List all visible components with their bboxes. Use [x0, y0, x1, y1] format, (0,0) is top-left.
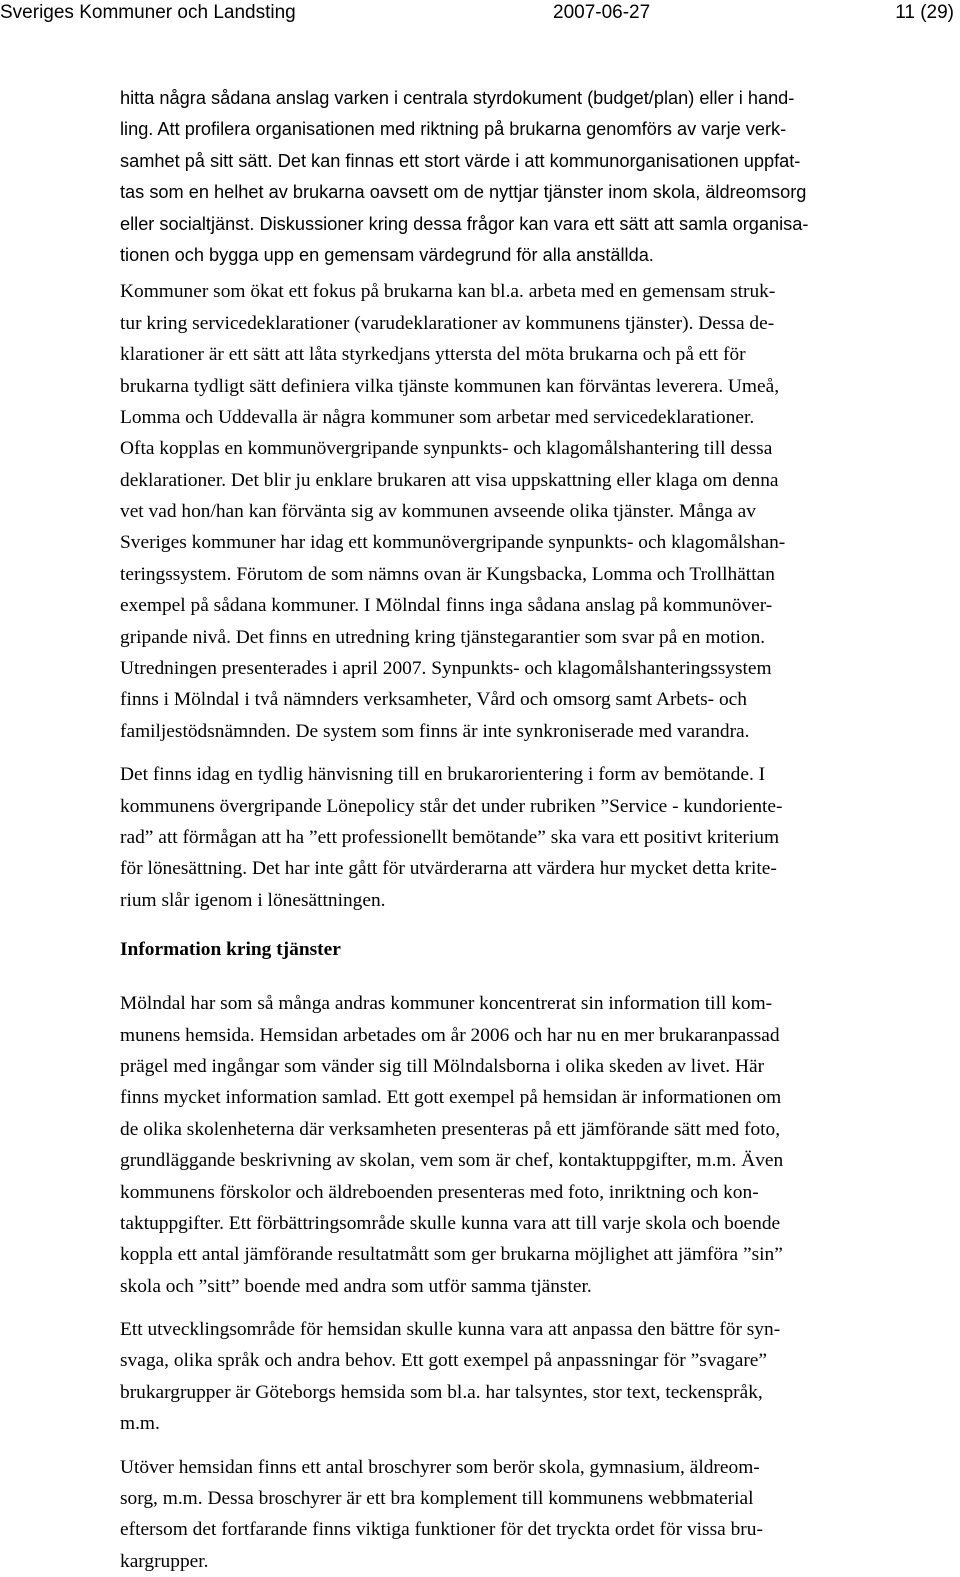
text-line: de olika skolenheterna där verksamheten presenteras på ett jämförande sätt med foto, [120, 1118, 781, 1140]
paragraph-1 [120, 83, 902, 271]
text-line: brukargrupper är Göteborgs hemsida som bl.a. har talsyntes, stor text, teckenspråk, [120, 1381, 763, 1403]
text-line: Ofta kopplas en kommunövergripande synpunkts- och klagomålshantering till dessa [120, 438, 773, 460]
text-line: familjestödsnämnden. De system som finns är inte synkroniserade med varandra. [120, 720, 750, 742]
text-line: munens hemsida. Hemsidan arbetades om år 2006 och har nu en mer brukaranpassad [120, 1024, 780, 1046]
text-line: eller socialtjänst. Diskussioner kring dessa frågor kan vara ett sätt att samla organisa- [120, 213, 809, 234]
paragraph-6 [120, 1452, 902, 1577]
text-line: för lönesättning. Det har inte gått för utvärderarna att värdera hur mycket detta krite- [120, 858, 777, 880]
text-line: eftersom det fortfarande finns viktiga funktioner för det tryckta ordet för vissa bru- [120, 1519, 763, 1541]
text-line: skola och ”sitt” boende med andra som utför samma tjänster. [120, 1275, 592, 1297]
text-line: gripande nivå. Det finns en utredning kring tjänstegarantier som svar på en motion. [120, 626, 766, 648]
text-line: Utredningen presenterades i april 2007. Synpunkts- och klagomålshanteringssystem [120, 658, 772, 680]
document-body [120, 83, 902, 1577]
text-line: rad” att förmågan att ha ”ett professionellt bemötande” ska vara ett positivt kriterium [120, 826, 780, 848]
paragraph-2 [120, 276, 902, 747]
header-organization: Sveriges Kommuner och Landsting [0, 2, 296, 23]
text-line: finns i Mölndal i två nämnders verksamheter, Vård och omsorg samt Arbets- och [120, 689, 747, 711]
header-date: 2007-06-27 [553, 2, 651, 23]
text-line: prägel med ingångar som vänder sig till Mölndalsborna i olika skeden av livet. Här [120, 1055, 765, 1077]
text-line: teringssystem. Förutom de som nämns ovan är Kungsbacka, Lomma och Trollhättan [120, 563, 775, 585]
text-line: hitta några sådana anslag varken i centrala styrdokument (budget/plan) eller i hand- [120, 88, 795, 108]
text-line: sorg, m.m. Dessa broschyrer är ett bra komplement till kommunens webbmaterial [120, 1488, 754, 1510]
text-line: vet vad hon/han kan förvänta sig av kommunen avseende olika tjänster. Många av [120, 501, 756, 523]
paragraph-3 [120, 759, 902, 916]
paragraph-4 [120, 988, 902, 1302]
text-line: tionen och bygga upp en gemensam värdegrund för alla anställda. [120, 244, 654, 265]
text-line: Mölndal har som så många andras kommuner koncentrerat sin information till kom- [120, 993, 773, 1015]
text-line: tas som en helhet av brukarna oavsett om de nyttjar tjänster inom skola, äldreomsorg [120, 182, 807, 203]
text-line: klarationer är ett sätt att låta styrkedjans yttersta del möta brukarna och på ett för [120, 344, 746, 366]
text-line: Det finns idag en tydlig hänvisning till en brukarorientering i form av bemötande. I [120, 764, 766, 786]
text-line: Kommuner som ökat ett fokus på brukarna kan bl.a. arbeta med en gemensam struk- [120, 281, 776, 303]
text-line: tur kring servicedeklarationer (varudeklarationer av kommunens tjänster). Dessa de- [120, 312, 775, 334]
text-line: kommunens förskolor och äldreboenden presenteras med foto, inriktning och kon- [120, 1181, 759, 1203]
text-line: brukarna tydligt sätt definiera vilka tjänste kommunen kan förväntas leverera. Umeå, [120, 375, 780, 397]
text-line: svaga, olika språk och andra behov. Ett gott exempel på anpassningar för ”svagare” [120, 1350, 768, 1372]
text-line: rium slår igenom i lönesättningen. [120, 889, 386, 911]
text-line: grundläggande beskrivning av skolan, vem som är chef, kontaktuppgifter, m.m. Även [120, 1150, 784, 1172]
text-line: taktuppgifter. Ett förbättringsområde skulle kunna vara att till varje skola och boende [120, 1212, 781, 1234]
text-line: ling. Att profilera organisationen med riktning på brukarna genomförs av varje verk- [120, 119, 787, 140]
text-line: Ett utvecklingsområde för hemsidan skulle kunna vara att anpassa den bättre för syn- [120, 1319, 781, 1341]
text-line: Sveriges kommuner har idag ett kommunövergripande synpunkts- och klagomålshan- [120, 532, 786, 554]
text-line: kommunens övergripande Lönepolicy står det under rubriken ”Service - kundoriente- [120, 795, 783, 817]
header-page-number: 11 (29) [895, 2, 954, 23]
text-line: finns mycket information samlad. Ett gott exempel på hemsidan är informationen om [120, 1087, 782, 1109]
page-header [0, 0, 960, 30]
text-line: samhet på sitt sätt. Det kan finnas ett stort värde i att kommunorganisationen uppfat- [120, 150, 801, 171]
text-line: deklarationer. Det blir ju enklare brukaren att visa uppskattning eller klaga om denna [120, 469, 779, 491]
text-line: exempel på sådana kommuner. I Mölndal finns inga sådana anslag på kommunöver- [120, 595, 773, 617]
text-line: koppla ett antal jämförande resultatmått som ger brukarna möjlighet att jämföra ”sin” [120, 1244, 783, 1266]
text-line: Lomma och Uddevalla är några kommuner som arbetar med servicedeklarationer. [120, 406, 755, 428]
paragraph-5 [120, 1314, 902, 1440]
text-line: m.m. [120, 1413, 160, 1435]
text-line: kargrupper. [120, 1550, 209, 1572]
text-line: Utöver hemsidan finns ett antal broschyrer som berör skola, gymnasium, äldreom- [120, 1456, 760, 1478]
section-heading: Information kring tjänster [120, 939, 341, 961]
